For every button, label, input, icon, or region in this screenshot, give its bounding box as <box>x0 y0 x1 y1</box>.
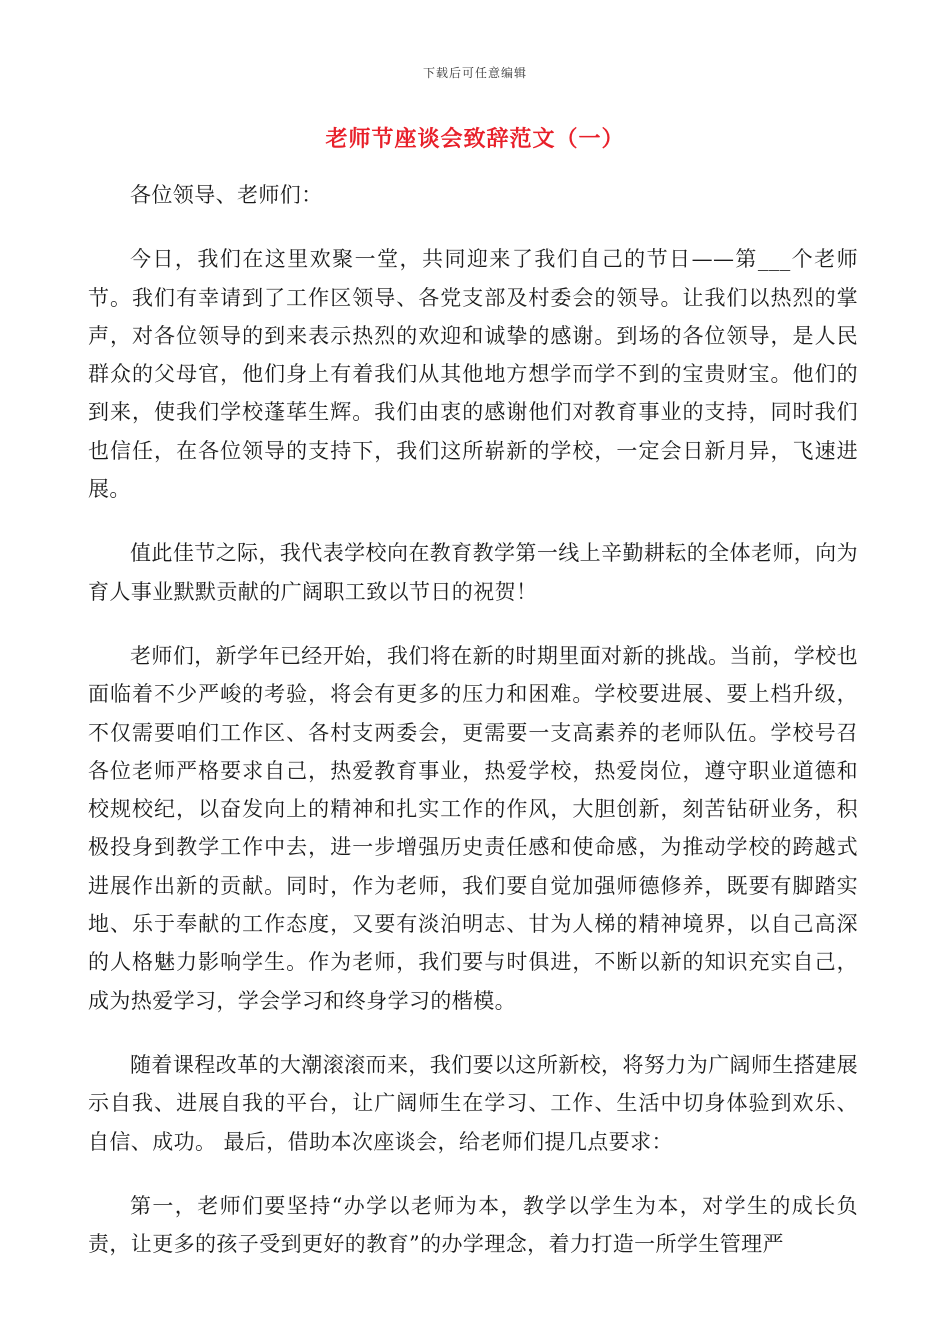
header-note: 下载后可任意编辑 <box>422 66 527 80</box>
salutation: 各位领导、老师们： <box>130 183 323 207</box>
paragraph-4: 随着课程改革的大潮滚滚而来，我们要以这所新校，将努力为广阔师生搭建展示自我、进展自我的平台，让广阔师生在学习、工作、生活中切身体验到欢乐、自信、成功。 最后，借助本次座谈会，给老师们提几点要求： <box>88 1052 858 1154</box>
paragraph-3: 老师们，新学年已经开始，我们将在新的时期里面对新的挑战。当前，学校也面临着不少严峻的考验，将会有更多的压力和困难。学校要进展、要上档升级，不仅需要咱们工作区、各村支两委会，更需要一支高素养的老师队伍。学校号召各位老师严格要求自己，热爱教育事业，热爱学校，热爱岗位，遵守职业道德和校规校纪，以奋发向上的精神和扎实工作的作风，大胆创新，刻苦钻研业务，积极投身到教学工作中去，进一步增强历史责任感和使命感，为推动学校的跨越式进展作出新的贡献。同时，作为老师，我们要自觉加强师德修养，既要有脚踏实地、乐于奉献的工作态度，又要有淡泊明志、甘为人梯的精神境界，以自己高深的人格魅力影响学生。作为老师，我们要与时俱进，不断以新的知识充实自己，成为热爱学习，学会学习和终身学习的楷模。 <box>88 643 858 1013</box>
paragraph-1: 今日，我们在这里欢聚一堂，共同迎来了我们自己的节日——第___个老师节。我们有幸请到了工作区领导、各党支部及村委会的领导。让我们以热烈的掌声，对各位领导的到来表示热烈的欢迎和诚挚的感谢。到场的各位领导，是人民群众的父母官，他们身上有着我们从其他地方想学而学不到的宝贵财宝。他们的到来，使我们学校蓬荜生辉。我们由衷的感谢他们对教育事业的支持，同时我们也信任，在各位领导的支持下，我们这所崭新的学校，一定会日新月异，飞速进展。 <box>88 247 858 502</box>
paragraph-2: 值此佳节之际，我代表学校向在教育教学第一线上辛勤耕耘的全体老师，向为育人事业默默贡献的广阔职工致以节日的祝贺！ <box>88 541 858 604</box>
paragraph-5: 第一，老师们要坚持“办学以老师为本，教学以学生为本，对学生的成长负责，让更多的孩子受到更好的教育”的办学理念，着力打造一所学生管理严 <box>88 1193 858 1257</box>
document-title: 老师节座谈会致辞范文（一） <box>325 126 625 152</box>
document-body <box>88 176 858 1289</box>
